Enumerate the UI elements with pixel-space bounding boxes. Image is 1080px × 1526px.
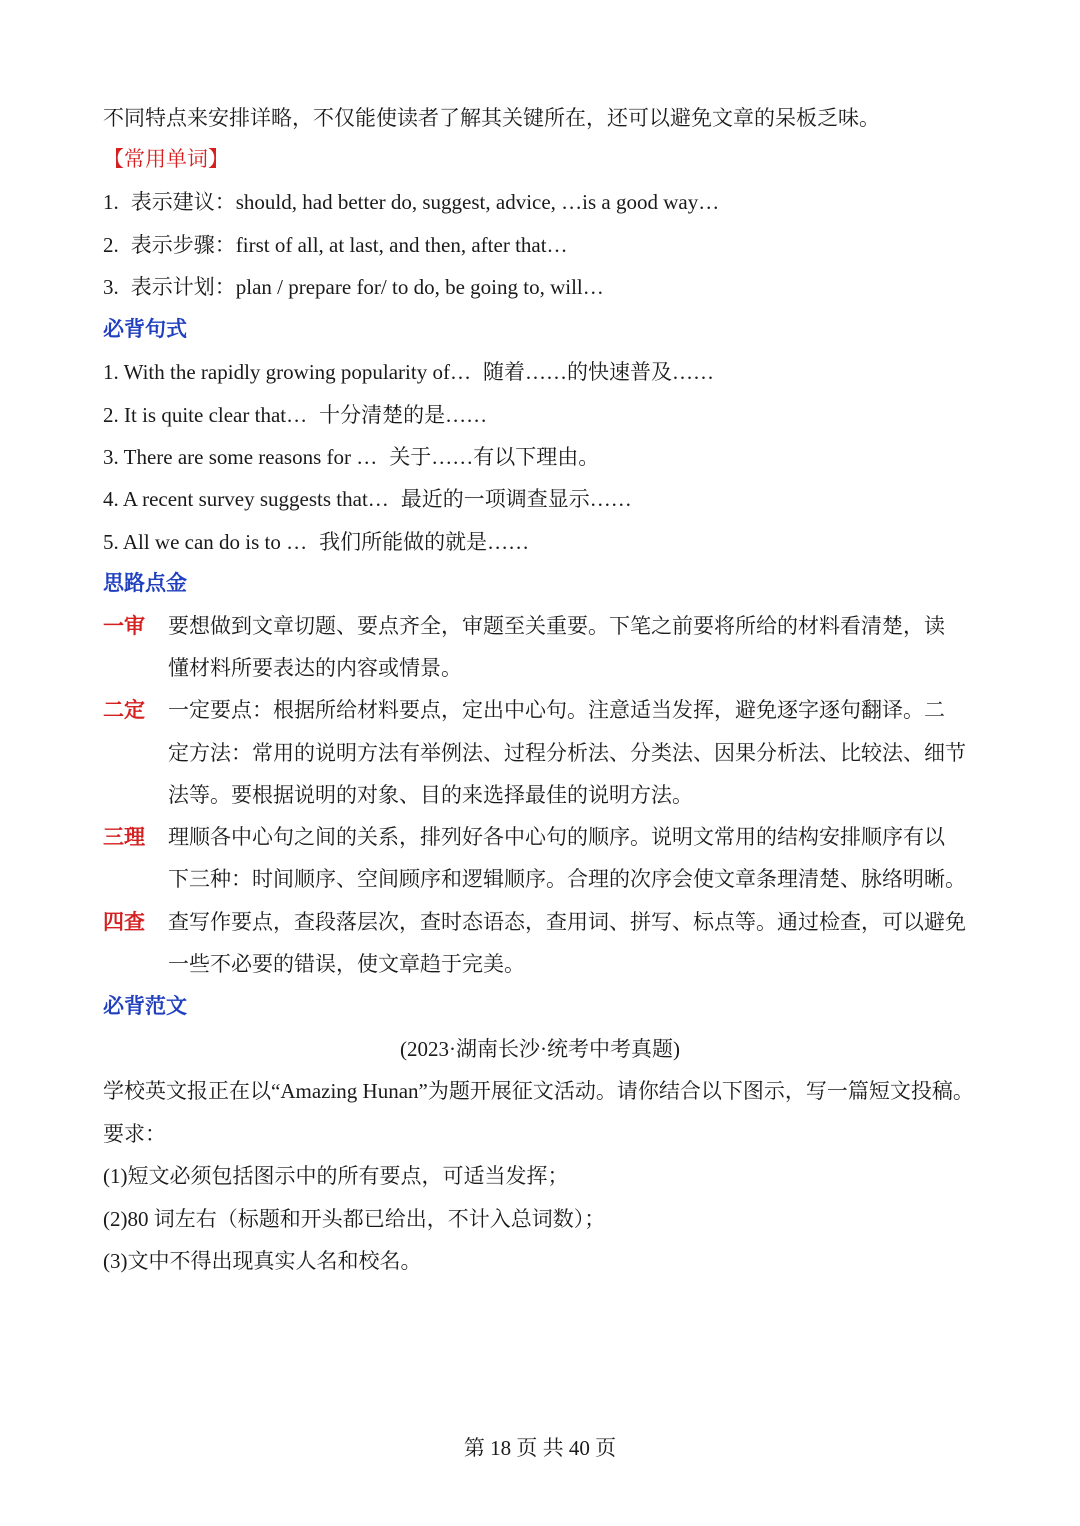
sentences-heading: 必背句式 [103,317,187,341]
sample-prompt: 学校英文报正在以“Amazing Hunan”为题开展征文活动。请你结合以下图示，写一篇短文投稿。 [103,1079,974,1103]
sentence-item-1 [103,357,714,387]
sentence-zh: 我们所能做的就是…… [319,530,530,554]
word-item-text: should, had better do, suggest, advice, …is a good way… [235,190,720,214]
sentence-zh: 关于……有以下理由。 [389,445,600,469]
requirement-item: (2)80 词左右（标题和开头都已给出，不计入总词数）； [103,1207,606,1231]
sentence-item-4 [103,484,632,514]
tips-heading: 思路点金 [103,571,187,595]
common-words-heading: 【常用单词】 [103,147,229,171]
step-label-4: 四查 [103,910,145,934]
sample-source: (2023·湖南长沙·统考中考真题) [400,1037,680,1061]
step-text-line: 一些不必要的错误，使文章趋于完美。 [168,952,525,976]
requirements-title: 要求： [103,1122,166,1146]
sentence-en: 3. There are some reasons for … [103,445,378,469]
word-item-label: 表示步骤： [130,233,236,257]
step-text-line: 要想做到文章切题、要点齐全，审题至关重要。下笔之前要将所给的材料看清楚，读 [168,614,945,638]
word-item-num: 1. [103,190,119,214]
requirement-item: (1)短文必须包括图示中的所有要点，可适当发挥； [103,1164,569,1188]
word-item-label: 表示建议： [130,190,236,214]
step-text-line: 一定要点：根据所给材料要点，定出中心句。注意适当发挥，避免逐字逐句翻译。二 [168,698,945,722]
sentence-zh: 随着……的快速普及…… [482,360,714,384]
sentence-zh: 十分清楚的是…… [319,403,488,427]
step-text-line: 查写作要点，查段落层次，查时态语态，查用词、拼写、标点等。通过检查，可以避免 [168,910,966,934]
sentence-zh: 最近的一项调查显示…… [400,487,632,511]
step-text-line: 理顺各中心句之间的关系，排列好各中心句的顺序。说明文常用的结构安排顺序有以 [168,825,945,849]
step-text-line: 下三种：时间顺序、空间顾序和逻辑顺序。合理的次序会使文章条理清楚、脉络明晰。 [168,867,966,891]
word-item-num: 2. [103,233,119,257]
word-item-1 [103,187,719,217]
word-item-text: first of all, at last, and then, after that… [235,233,568,257]
step-text-line: 法等。要根据说明的对象、目的来选择最佳的说明方法。 [168,783,693,807]
sentence-item-5 [103,527,529,557]
requirement-item: (3)文中不得出现真实人名和校名。 [103,1249,422,1273]
step-text-line: 定方法：常用的说明方法有举例法、过程分析法、分类法、因果分析法、比较法、细节 [168,741,966,765]
sentence-en: 4. A recent survey suggests that… [103,487,389,511]
step-text-line: 懂材料所要表达的内容或情景。 [168,656,462,680]
word-item-text: plan / prepare for/ to do, be going to, will… [235,275,604,299]
step-label-3: 三理 [103,825,145,849]
sample-heading: 必背范文 [103,994,187,1018]
word-item-2 [103,230,568,260]
sentence-item-3 [103,442,599,472]
step-label-2: 二定 [103,698,145,722]
step-label-1: 一审 [103,614,145,638]
word-item-3 [103,272,604,302]
sentence-en: 5. All we can do is to … [103,530,308,554]
word-item-label: 表示计划： [130,275,236,299]
sentence-item-2 [103,400,487,430]
word-item-num: 3. [103,275,119,299]
intro-line: 不同特点来安排详略，不仅能使读者了解其关键所在，还可以避免文章的呆板乏味。 [103,106,880,130]
sentence-en: 2. It is quite clear that… [103,403,308,427]
sentence-en: 1. With the rapidly growing popularity of… [103,360,471,384]
page-number-footer: 第 18 页 共 40 页 [463,1436,617,1460]
